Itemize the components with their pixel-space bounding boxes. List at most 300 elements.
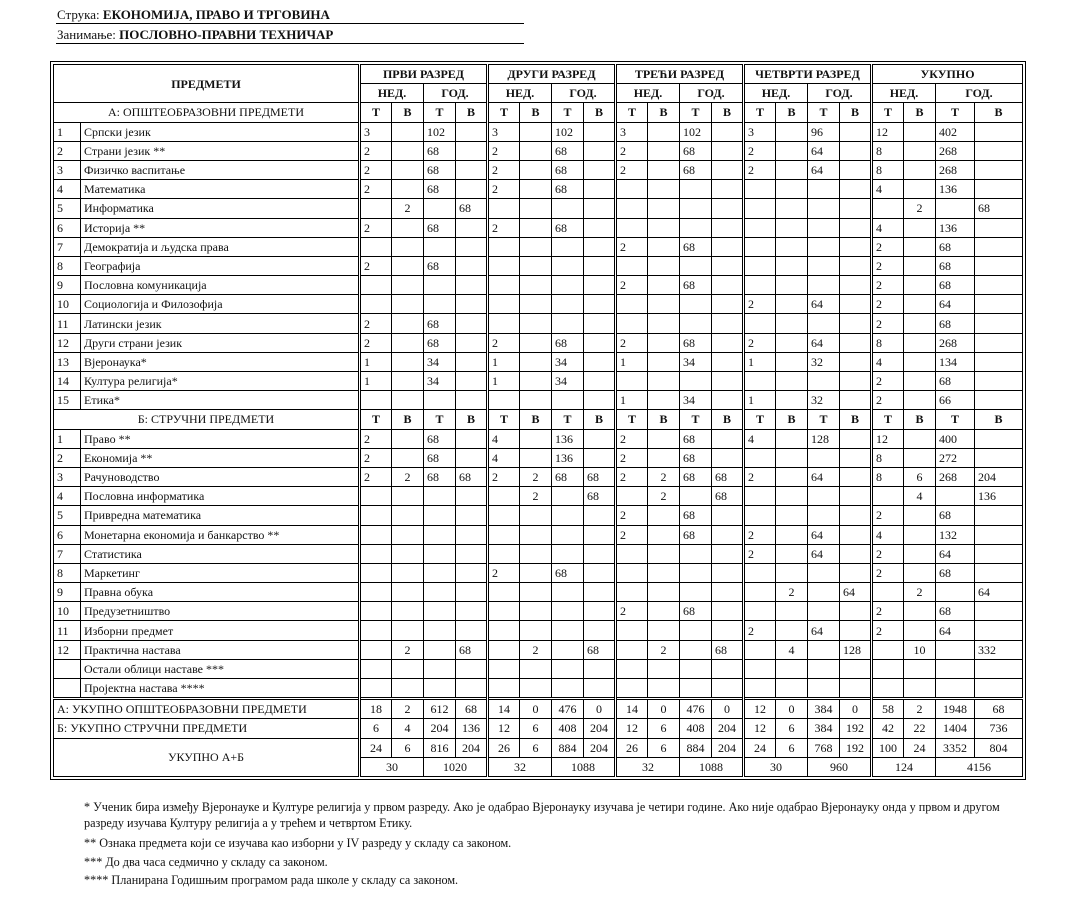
- row-number: 10: [54, 602, 81, 621]
- value-cell: [456, 621, 488, 640]
- row-number: 5: [54, 199, 81, 218]
- section-b-row: [54, 410, 1023, 429]
- subject-name: Социологија и Филозофија: [81, 295, 360, 314]
- value-cell: [712, 141, 744, 160]
- total-value: 12: [616, 719, 648, 738]
- total-value: 476: [680, 699, 712, 719]
- value-cell: [392, 621, 424, 640]
- value-cell: [744, 218, 776, 237]
- theory-label: Т: [936, 410, 975, 429]
- subject-name: Практична настава: [81, 640, 360, 659]
- value-cell: 2: [616, 237, 648, 256]
- value-cell: 2: [616, 525, 648, 544]
- value-cell: [904, 218, 936, 237]
- row-number: 6: [54, 525, 81, 544]
- value-cell: [712, 333, 744, 352]
- value-cell: [648, 563, 680, 582]
- value-cell: [552, 602, 584, 621]
- value-cell: [424, 602, 456, 621]
- theory-label: Т: [680, 103, 712, 122]
- subject-name: Изборни предмет: [81, 621, 360, 640]
- value-cell: [904, 314, 936, 333]
- value-cell: [520, 659, 552, 678]
- value-cell: 8: [872, 467, 904, 486]
- value-cell: 2: [648, 640, 680, 659]
- value-cell: 2: [616, 602, 648, 621]
- row-number: 4: [54, 180, 81, 199]
- value-cell: [872, 487, 904, 506]
- value-cell: [744, 602, 776, 621]
- value-cell: 2: [520, 467, 552, 486]
- value-cell: [712, 659, 744, 678]
- value-cell: 2: [872, 602, 904, 621]
- row-number: 12: [54, 333, 81, 352]
- total-ab-value: 6: [392, 738, 424, 757]
- total-value: 0: [520, 699, 552, 719]
- value-cell: [392, 506, 424, 525]
- value-cell: [904, 448, 936, 467]
- zanimanje-label: Занимање:: [57, 27, 116, 42]
- value-cell: [552, 640, 584, 659]
- value-cell: [936, 640, 975, 659]
- value-cell: [712, 391, 744, 410]
- value-cell: [520, 333, 552, 352]
- value-cell: [520, 544, 552, 563]
- total-value: 2: [904, 699, 936, 719]
- value-cell: [456, 659, 488, 678]
- subject-row: [54, 218, 1023, 237]
- value-cell: 64: [936, 544, 975, 563]
- value-cell: [552, 525, 584, 544]
- value-cell: [488, 506, 520, 525]
- value-cell: [744, 563, 776, 582]
- grade-header: ДРУГИ РАЗРЕД: [488, 65, 616, 84]
- value-cell: [648, 544, 680, 563]
- subject-row: [54, 583, 1023, 602]
- value-cell: [776, 563, 808, 582]
- value-cell: 68: [424, 467, 456, 486]
- theory-label: Т: [488, 103, 520, 122]
- value-cell: [904, 506, 936, 525]
- value-cell: [424, 506, 456, 525]
- value-cell: 2: [360, 141, 392, 160]
- value-cell: [648, 276, 680, 295]
- subject-name: Физичко васпитање: [81, 160, 360, 179]
- value-cell: [840, 659, 872, 678]
- value-cell: [392, 352, 424, 371]
- value-cell: [456, 506, 488, 525]
- value-cell: [488, 199, 520, 218]
- value-cell: [488, 679, 520, 699]
- value-cell: [808, 563, 840, 582]
- value-cell: 6: [904, 467, 936, 486]
- value-cell: 2: [616, 276, 648, 295]
- value-cell: 4: [872, 352, 904, 371]
- value-cell: [424, 199, 456, 218]
- total-value: 384: [808, 719, 840, 738]
- value-cell: [776, 256, 808, 275]
- struka-line: [56, 6, 524, 24]
- total-value: 736: [975, 719, 1023, 738]
- value-cell: [648, 333, 680, 352]
- value-cell: [392, 429, 424, 448]
- value-cell: [392, 659, 424, 678]
- theory-label: Т: [424, 410, 456, 429]
- value-cell: 102: [680, 122, 712, 141]
- practice-label: В: [904, 103, 936, 122]
- value-cell: [392, 141, 424, 160]
- value-cell: 32: [808, 352, 840, 371]
- value-cell: [648, 141, 680, 160]
- value-cell: 402: [936, 122, 975, 141]
- total-value: 0: [648, 699, 680, 719]
- value-cell: 1: [488, 372, 520, 391]
- value-cell: 2: [872, 295, 904, 314]
- total-value: 192: [840, 719, 872, 738]
- value-cell: [975, 160, 1023, 179]
- value-cell: [904, 621, 936, 640]
- value-cell: [712, 160, 744, 179]
- value-cell: [584, 563, 616, 582]
- practice-label: В: [392, 103, 424, 122]
- value-cell: 128: [840, 640, 872, 659]
- value-cell: [840, 122, 872, 141]
- total-value: 4: [392, 719, 424, 738]
- row-number: 1: [54, 429, 81, 448]
- theory-label: Т: [360, 410, 392, 429]
- value-cell: [616, 621, 648, 640]
- value-cell: 64: [808, 295, 840, 314]
- value-cell: [488, 544, 520, 563]
- value-cell: 68: [552, 563, 584, 582]
- subject-row: [54, 199, 1023, 218]
- value-cell: [520, 180, 552, 199]
- subject-name: Латински језик: [81, 314, 360, 333]
- value-cell: [872, 199, 904, 218]
- total-ab-value: 24: [744, 738, 776, 757]
- value-cell: [392, 314, 424, 333]
- total-ab-value: 6: [648, 738, 680, 757]
- row-number: 8: [54, 563, 81, 582]
- practice-label: В: [840, 410, 872, 429]
- practice-label: В: [456, 103, 488, 122]
- value-cell: 68: [680, 237, 712, 256]
- value-cell: 2: [360, 429, 392, 448]
- value-cell: [808, 276, 840, 295]
- value-cell: [520, 602, 552, 621]
- value-cell: [584, 122, 616, 141]
- value-cell: 68: [456, 640, 488, 659]
- value-cell: 268: [936, 160, 975, 179]
- total-value: 14: [616, 699, 648, 719]
- value-cell: [776, 448, 808, 467]
- value-cell: [456, 372, 488, 391]
- value-cell: [648, 160, 680, 179]
- value-cell: [904, 141, 936, 160]
- value-cell: [584, 525, 616, 544]
- value-cell: 2: [488, 218, 520, 237]
- section-title: А: ОПШТЕОБРАЗОВНИ ПРЕДМЕТИ: [54, 103, 360, 122]
- row-number: 9: [54, 583, 81, 602]
- subject-row: [54, 544, 1023, 563]
- value-cell: [520, 295, 552, 314]
- value-cell: [424, 391, 456, 410]
- subject-name: Монетарна економија и банкарство **: [81, 525, 360, 544]
- value-cell: [808, 180, 840, 199]
- value-cell: [840, 160, 872, 179]
- value-cell: [520, 352, 552, 371]
- value-cell: [712, 180, 744, 199]
- total-ab-value: 26: [488, 738, 520, 757]
- row-number: 3: [54, 160, 81, 179]
- value-cell: [648, 391, 680, 410]
- value-cell: [744, 659, 776, 678]
- row-number: 1: [54, 122, 81, 141]
- value-cell: [552, 314, 584, 333]
- value-cell: [975, 563, 1023, 582]
- row-number: 2: [54, 448, 81, 467]
- value-cell: 2: [360, 180, 392, 199]
- subject-name: Други страни језик: [81, 333, 360, 352]
- subject-row: [54, 372, 1023, 391]
- value-cell: [776, 487, 808, 506]
- curriculum-frame: [50, 61, 1026, 780]
- value-cell: [680, 199, 712, 218]
- subject-row: [54, 276, 1023, 295]
- value-cell: 2: [488, 160, 520, 179]
- theory-label: Т: [360, 103, 392, 122]
- theory-label: Т: [488, 410, 520, 429]
- value-cell: 34: [552, 372, 584, 391]
- practice-label: В: [776, 103, 808, 122]
- value-cell: [904, 429, 936, 448]
- value-cell: [392, 679, 424, 699]
- value-cell: [648, 199, 680, 218]
- total-value: 6: [520, 719, 552, 738]
- value-cell: [840, 391, 872, 410]
- value-cell: [680, 621, 712, 640]
- value-cell: [840, 525, 872, 544]
- value-cell: [488, 659, 520, 678]
- value-cell: [776, 679, 808, 699]
- total-value: 6: [776, 719, 808, 738]
- value-cell: 68: [680, 506, 712, 525]
- value-cell: [975, 506, 1023, 525]
- value-cell: [840, 199, 872, 218]
- value-cell: [744, 199, 776, 218]
- value-cell: [616, 256, 648, 275]
- grade-header: ПРВИ РАЗРЕД: [360, 65, 488, 84]
- value-cell: 68: [424, 333, 456, 352]
- practice-label: В: [776, 410, 808, 429]
- value-cell: [392, 276, 424, 295]
- value-cell: [584, 352, 616, 371]
- value-cell: 68: [584, 467, 616, 486]
- subject-name: Култура религија*: [81, 372, 360, 391]
- value-cell: [712, 621, 744, 640]
- value-cell: 1: [360, 372, 392, 391]
- value-cell: [616, 295, 648, 314]
- subject-row: [54, 679, 1023, 699]
- practice-label: В: [456, 410, 488, 429]
- value-cell: [456, 487, 488, 506]
- value-cell: [456, 391, 488, 410]
- value-cell: [975, 679, 1023, 699]
- theory-label: Т: [872, 103, 904, 122]
- value-cell: [776, 180, 808, 199]
- value-cell: 2: [616, 333, 648, 352]
- practice-label: В: [975, 410, 1023, 429]
- value-cell: [360, 276, 392, 295]
- value-cell: [520, 314, 552, 333]
- value-cell: [392, 256, 424, 275]
- practice-label: В: [840, 103, 872, 122]
- value-cell: [808, 448, 840, 467]
- value-cell: 68: [936, 563, 975, 582]
- value-cell: [680, 372, 712, 391]
- value-cell: 68: [936, 602, 975, 621]
- value-cell: 34: [680, 391, 712, 410]
- value-cell: [975, 180, 1023, 199]
- value-cell: [520, 563, 552, 582]
- row-number: 8: [54, 256, 81, 275]
- row-number: 5: [54, 506, 81, 525]
- value-cell: [584, 180, 616, 199]
- value-cell: [520, 256, 552, 275]
- value-cell: [776, 391, 808, 410]
- value-cell: [744, 506, 776, 525]
- value-cell: [840, 180, 872, 199]
- value-cell: [712, 237, 744, 256]
- theory-label: Т: [424, 103, 456, 122]
- value-cell: [712, 679, 744, 699]
- value-cell: [360, 295, 392, 314]
- total-ab-label: УКУПНО А+Б: [54, 738, 360, 776]
- value-cell: 2: [392, 640, 424, 659]
- value-cell: [552, 199, 584, 218]
- value-cell: [904, 237, 936, 256]
- value-cell: [424, 640, 456, 659]
- value-cell: [776, 467, 808, 486]
- subject-name: Демократија и људска права: [81, 237, 360, 256]
- value-cell: [744, 640, 776, 659]
- practice-label: В: [904, 410, 936, 429]
- value-cell: [520, 141, 552, 160]
- subject-name: Предузетништво: [81, 602, 360, 621]
- value-cell: [520, 122, 552, 141]
- value-cell: [456, 333, 488, 352]
- total-label: Б: УКУПНО СТРУЧНИ ПРЕДМЕТИ: [54, 719, 360, 738]
- value-cell: 2: [488, 333, 520, 352]
- value-cell: 2: [616, 467, 648, 486]
- section-title: Б: СТРУЧНИ ПРЕДМЕТИ: [54, 410, 360, 429]
- value-cell: [808, 372, 840, 391]
- value-cell: 10: [904, 640, 936, 659]
- total-ab-sum: 960: [808, 757, 872, 776]
- value-cell: [680, 218, 712, 237]
- practice-label: В: [584, 410, 616, 429]
- grade-header: ЧЕТВРТИ РАЗРЕД: [744, 65, 872, 84]
- weekly-header: НЕД.: [872, 84, 936, 103]
- value-cell: 128: [808, 429, 840, 448]
- value-cell: [648, 237, 680, 256]
- struka-label: Струка:: [57, 7, 100, 22]
- value-cell: [520, 679, 552, 699]
- total-value: 204: [712, 719, 744, 738]
- value-cell: [975, 295, 1023, 314]
- total-value: 384: [808, 699, 840, 719]
- value-cell: [872, 679, 904, 699]
- value-cell: [520, 391, 552, 410]
- value-cell: [712, 314, 744, 333]
- value-cell: [392, 218, 424, 237]
- total-ab-value: 204: [456, 738, 488, 757]
- value-cell: [456, 448, 488, 467]
- value-cell: 2: [872, 506, 904, 525]
- value-cell: [680, 583, 712, 602]
- value-cell: 68: [680, 141, 712, 160]
- value-cell: [712, 525, 744, 544]
- row-number: 11: [54, 621, 81, 640]
- value-cell: 68: [456, 199, 488, 218]
- value-cell: 34: [424, 372, 456, 391]
- total-ab-value: 6: [776, 738, 808, 757]
- row-number: 10: [54, 295, 81, 314]
- subject-name: Остали облици наставе ***: [81, 659, 360, 678]
- value-cell: [712, 372, 744, 391]
- value-cell: [744, 679, 776, 699]
- value-cell: [776, 621, 808, 640]
- row-number: [54, 659, 81, 678]
- theory-label: Т: [936, 103, 975, 122]
- value-cell: [975, 333, 1023, 352]
- value-cell: 1: [744, 391, 776, 410]
- total-ab-sum: 32: [616, 757, 680, 776]
- theory-label: Т: [872, 410, 904, 429]
- weekly-header: НЕД.: [744, 84, 808, 103]
- value-cell: [584, 333, 616, 352]
- value-cell: [552, 544, 584, 563]
- value-cell: [840, 487, 872, 506]
- value-cell: [808, 506, 840, 525]
- value-cell: [744, 487, 776, 506]
- total-ab-sum: 1020: [424, 757, 488, 776]
- value-cell: 34: [424, 352, 456, 371]
- value-cell: [456, 602, 488, 621]
- subject-name: Географија: [81, 256, 360, 275]
- value-cell: 68: [680, 333, 712, 352]
- value-cell: [584, 544, 616, 563]
- value-cell: [712, 352, 744, 371]
- value-cell: [744, 372, 776, 391]
- value-cell: [648, 602, 680, 621]
- value-cell: [904, 352, 936, 371]
- value-cell: 1: [616, 391, 648, 410]
- value-cell: [584, 314, 616, 333]
- value-cell: 68: [584, 487, 616, 506]
- subject-row: [54, 621, 1023, 640]
- value-cell: [680, 256, 712, 275]
- value-cell: [776, 372, 808, 391]
- value-cell: 8: [872, 141, 904, 160]
- total-ab-value: 24: [360, 738, 392, 757]
- value-cell: 268: [936, 141, 975, 160]
- value-cell: 64: [808, 621, 840, 640]
- total-value: 0: [776, 699, 808, 719]
- value-cell: [744, 314, 776, 333]
- value-cell: [520, 160, 552, 179]
- value-cell: [872, 583, 904, 602]
